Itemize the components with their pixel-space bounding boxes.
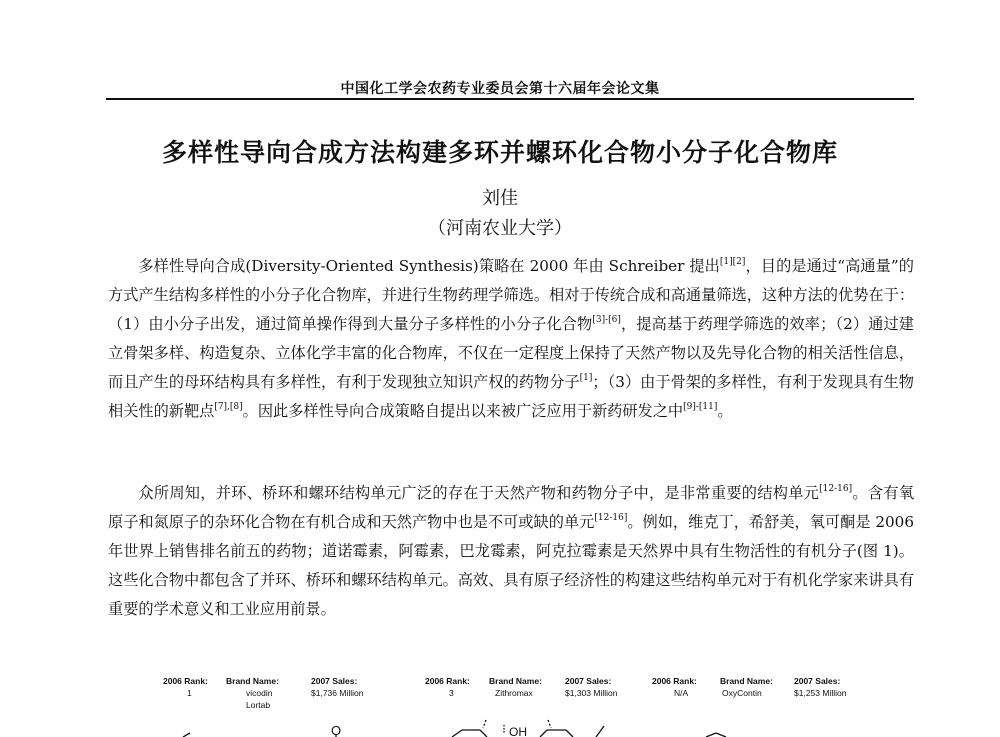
paper-title: 多样性导向合成方法构建多环并螺环化合物小分子化合物库: [161, 138, 838, 167]
rank-value: 1: [187, 688, 192, 698]
text-run: 。: [717, 402, 733, 421]
text-run: 众所周知，并环、桥环和螺环结构单元广泛的存在于天然产物和药物分子中，是非常重要的结构单元: [138, 484, 820, 502]
brand-value: OxyContin: [722, 688, 762, 698]
sales-label: 2007 Sales:: [565, 676, 612, 686]
paragraph-background: [108, 479, 914, 624]
rank-label: 2006 Rank:: [425, 676, 470, 686]
brand-value: Zithromax: [495, 688, 533, 698]
brand-label: Brand Name:: [489, 676, 542, 686]
text-run: 多样性导向合成(Diversity-Oriented Synthesis)策略在 2000 年由 Schreiber 提出: [138, 257, 720, 275]
brand-label: Brand Name:: [720, 676, 773, 686]
sales-value: $1,736 Million: [311, 688, 364, 698]
text-run: ，提高基于药理学筛选的效率；（2）通过建立骨架多样、构造复杂、立体化学丰富的化合物库，不仅在一定程度上保持了天然产物以及先导化合物的相关活性信息，而且产生的母环结构具有多样性，有利于发现独立知识产权的药物分子: [108, 315, 914, 392]
text-run: 。含有氧原子和氮原子的杂环化合物在有机合成和天然产物中也是不可或缺的单元: [108, 484, 915, 532]
rank-label: 2006 Rank:: [652, 676, 697, 686]
citation: [1]: [579, 373, 593, 384]
text-run: ，目的是通过“高通量”的方式产生结构多样性的小分子化合物库，并进行生物药理学筛选。相对于传统合成和高通量筛选，这种方法的优势在于：（1）由小分子出发，通过简单操作得到大量分子多样性的小分子化合物: [108, 257, 914, 334]
text-run: ；（3）由于骨架的多样性，有利于发现具有生物相关性的新靶点: [108, 373, 914, 421]
sales-value: $1,303 Million: [565, 688, 618, 698]
atom-label: OH: [509, 725, 527, 737]
rank-label: 2006 Rank:: [163, 676, 208, 686]
author-affiliation: （河南农业大学）: [428, 218, 572, 239]
brand-value-alt: Lortab: [246, 700, 271, 710]
sales-label: 2007 Sales:: [794, 676, 841, 686]
author-name: 刘佳: [482, 188, 518, 209]
chemical-structures-partial: [0, 700, 1000, 737]
sales-label: 2007 Sales:: [311, 676, 358, 686]
structure-vicodin: [183, 733, 336, 737]
brand-value: vicodin: [246, 688, 273, 698]
running-header: 中国化工学会农药专业委员会第十六届年会论文集: [340, 81, 660, 97]
rank-value: 3: [449, 688, 454, 698]
citation: [12-16]: [819, 484, 853, 494]
atom-label: O: [331, 723, 342, 737]
structure-zithromax: [452, 720, 604, 737]
rank-value: N/A: [674, 688, 689, 698]
citation: [9]-[11]: [683, 402, 718, 413]
sales-value: $1,253 Million: [794, 688, 847, 698]
citation: [12-16]: [594, 513, 628, 524]
citation: [7],[8]: [214, 402, 243, 413]
header-rule: [106, 98, 914, 100]
paragraph-intro: [108, 252, 914, 427]
text-run: 。例如，维克丁，希舒美，氧可酮是 2006 年世界上销售排名前五的药物；道诺霉素，阿霉素，巴龙霉素，阿克拉霉素是天然界中具有生物活性的有机分子(图 1)。这些化合物中都包含了并环、桥环和螺环结构单元。高效、具有原子经济性的构建这些结构单元对于有机化学家来讲具有重要的学术意义和工业应用前景。: [108, 513, 915, 619]
structure-oxycontin: [706, 733, 726, 737]
text-run: 。因此多样性导向合成策略自提出以来被广泛应用于新药研发之中: [242, 402, 684, 421]
brand-label: Brand Name:: [226, 676, 279, 686]
citation: [3]-[6]: [592, 315, 621, 326]
citation: [1][2]: [719, 257, 746, 267]
